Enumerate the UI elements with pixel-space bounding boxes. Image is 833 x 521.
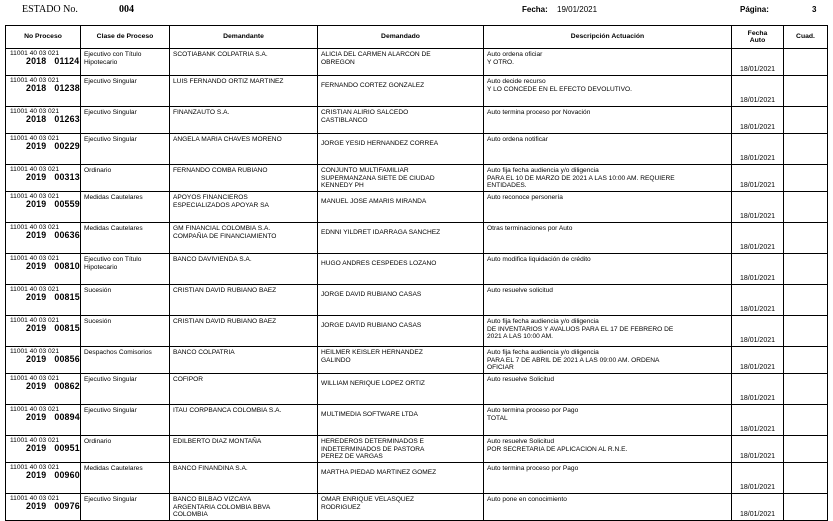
descripcion-cell	[484, 165, 732, 192]
proceso-year: 2018	[26, 56, 47, 66]
demandante-cell-line: BANCO COLPATRIA	[173, 349, 235, 356]
descripcion-cell	[484, 76, 732, 107]
cuad-cell	[784, 107, 828, 134]
demandado-cell	[318, 49, 484, 76]
clase-proceso-cell-line: Ejecutivo Singular	[84, 136, 137, 143]
descripcion-cell	[484, 374, 732, 405]
demandado-cell-line: RODRIGUEZ	[321, 503, 361, 511]
table-row	[6, 285, 828, 316]
proceso-year-number	[10, 355, 78, 364]
demandado-cell	[318, 192, 484, 223]
table-row	[6, 316, 828, 347]
col-fecha-auto-header: Fecha Auto	[732, 26, 784, 49]
demandado-cell	[318, 165, 484, 192]
demandante-cell-line: CRISTIAN DAVID RUBIANO BAEZ	[173, 287, 277, 294]
demandado-cell-line: OBREGON	[321, 58, 355, 66]
clase-proceso-cell-line: Medidas Cautelares	[84, 225, 143, 232]
col-cuad-header: Cuad.	[784, 26, 828, 49]
demandado-cell-line: JORGE DAVID RUBIANO CASAS	[321, 291, 422, 298]
cuad-cell	[784, 463, 828, 494]
clase-proceso-cell	[81, 134, 170, 165]
table-row	[6, 436, 828, 463]
demandado-cell-line: PEREZ DE VARGAS	[321, 453, 383, 460]
demandante-cell	[170, 107, 318, 134]
document-header	[0, 0, 833, 22]
cuad-cell	[784, 254, 828, 285]
proceso-number-cell	[6, 494, 81, 521]
demandado-cell-line: MULTIMEDIA SOFTWARE LTDA	[321, 411, 418, 418]
demandado-cell-line: HEILMER KEISLER HERNANDEZ	[321, 349, 423, 356]
demandante-cell-line: FERNANDO COMBA RUBIANO	[173, 167, 268, 174]
proceso-number-cell	[6, 76, 81, 107]
clase-proceso-cell	[81, 254, 170, 285]
proceso-number-cell	[6, 165, 81, 192]
descripcion-cell-line: Auto resuelve solicitud	[487, 287, 553, 294]
fecha-auto-cell: 18/01/2021	[732, 192, 784, 223]
descripcion-cell-line: Auto pone en conocimiento	[487, 496, 567, 503]
proceso-code: 11001 40 03 021	[10, 495, 60, 502]
proceso-num: 00810	[54, 261, 80, 271]
clase-proceso-cell-line: Ejecutivo Singular	[84, 109, 137, 116]
clase-proceso-cell	[81, 107, 170, 134]
fecha-value: 19/01/2021	[557, 5, 598, 14]
proceso-number-cell	[6, 463, 81, 494]
fecha-auto-cell: 18/01/2021	[732, 223, 784, 254]
proceso-code: 11001 40 03 021	[10, 135, 60, 142]
fecha-label: Fecha:	[522, 5, 548, 14]
cuad-cell	[784, 316, 828, 347]
estado-label: ESTADO No.	[22, 4, 78, 15]
demandado-cell-line: JORGE YESID HERNANDEZ CORREA	[321, 140, 439, 147]
col-demandado-header: Demandado	[318, 26, 484, 49]
proceso-code: 11001 40 03 021	[10, 50, 60, 57]
proceso-year: 2019	[26, 470, 47, 480]
descripcion-cell-line: Auto modifica liquidación de crédito	[487, 256, 591, 263]
descripcion-cell-line: Auto fija fecha audiencia y/o diligencia	[487, 349, 599, 356]
descripcion-cell	[484, 494, 732, 521]
fecha-auto-cell: 18/01/2021	[732, 285, 784, 316]
demandado-cell-line: WILLIAM NERIQUE LOPEZ ORTIZ	[321, 380, 425, 387]
demandado-cell	[318, 316, 484, 347]
descripcion-cell	[484, 463, 732, 494]
proceso-code: 11001 40 03 021	[10, 255, 60, 262]
demandado-cell-line: HEREDEROS DETERMINADOS E	[321, 438, 424, 445]
demandante-cell-line: LUIS FERNANDO ORTIZ MARTINEZ	[173, 78, 284, 85]
cuad-cell	[784, 134, 828, 165]
descripcion-cell	[484, 223, 732, 254]
descripcion-cell-line: Auto termina proceso por Pago	[487, 465, 579, 472]
clase-proceso-cell	[81, 316, 170, 347]
cuad-cell	[784, 223, 828, 254]
demandante-cell-line: APOYOS FINANCIEROS	[173, 194, 248, 201]
cuad-cell	[784, 436, 828, 463]
fecha-auto-cell: 18/01/2021	[732, 463, 784, 494]
proceso-year-number	[10, 200, 78, 209]
proceso-num: 00862	[54, 381, 80, 391]
fecha-auto-cell: 18/01/2021	[732, 134, 784, 165]
proceso-number-cell	[6, 347, 81, 374]
demandado-cell-line: EDNNI YILDRET IDARRAGA SANCHEZ	[321, 229, 441, 236]
demandado-cell-line: KENNEDY PH	[321, 182, 364, 189]
proceso-year: 2019	[26, 172, 47, 182]
descripcion-cell-line: Auto fija fecha audiencia y/o diligencia	[487, 167, 599, 174]
demandante-cell	[170, 192, 318, 223]
descripcion-cell-line: 2021 A LAS 10:00 AM.	[487, 333, 553, 340]
descripcion-cell	[484, 347, 732, 374]
proceso-num: 00815	[54, 323, 80, 333]
fecha-auto-cell: 18/01/2021	[732, 494, 784, 521]
proceso-year: 2019	[26, 292, 47, 302]
proceso-number-cell	[6, 107, 81, 134]
descripcion-cell	[484, 49, 732, 76]
proceso-code: 11001 40 03 021	[10, 77, 60, 84]
table-row	[6, 405, 828, 436]
proceso-number-cell	[6, 436, 81, 463]
proceso-year: 2018	[26, 114, 47, 124]
demandante-cell-line: ITAU CORPBANCA COLOMBIA S.A.	[173, 407, 282, 414]
proceso-code: 11001 40 03 021	[10, 166, 60, 173]
proceso-year-number	[10, 115, 78, 124]
proceso-number-cell	[6, 134, 81, 165]
proceso-code: 11001 40 03 021	[10, 286, 60, 293]
demandante-cell	[170, 374, 318, 405]
descripcion-cell-line: TOTAL	[487, 414, 508, 422]
proceso-num: 01238	[54, 83, 80, 93]
table-row	[6, 374, 828, 405]
proceso-num: 00313	[54, 172, 80, 182]
clase-proceso-cell-line: Sucesión	[84, 287, 112, 294]
proceso-num: 00636	[54, 230, 80, 240]
proceso-year-number	[10, 382, 78, 391]
proceso-code: 11001 40 03 021	[10, 406, 60, 413]
proceso-year: 2019	[26, 261, 47, 271]
clase-proceso-cell-line: Sucesión	[84, 318, 112, 325]
demandado-cell-line: OMAR ENRIQUE VELASQUEZ	[321, 496, 415, 503]
demandante-cell-line: ARGENTARIA COLOMBIA BBVA	[173, 503, 271, 511]
fecha-auto-cell: 18/01/2021	[732, 316, 784, 347]
demandado-cell	[318, 285, 484, 316]
clase-proceso-cell-line: Ejecutivo con Título	[84, 51, 142, 58]
proceso-num: 01124	[54, 56, 80, 66]
clase-proceso-cell-line: Ordinario	[84, 167, 112, 174]
proceso-year: 2019	[26, 443, 47, 453]
fecha-auto-cell: 18/01/2021	[732, 254, 784, 285]
proceso-year: 2019	[26, 501, 47, 511]
proceso-year: 2019	[26, 199, 47, 209]
demandante-cell-line: ESPECIALIZADOS APOYAR SA	[173, 201, 269, 209]
proceso-num: 00229	[54, 141, 80, 151]
clase-proceso-cell-line: Despachos Comisorios	[84, 349, 152, 356]
descripcion-cell	[484, 254, 732, 285]
clase-proceso-cell-line: Ejecutivo Singular	[84, 407, 137, 414]
descripcion-cell-line: Auto ordena notificar	[487, 136, 548, 143]
proceso-number-cell	[6, 405, 81, 436]
fecha-auto-cell: 18/01/2021	[732, 76, 784, 107]
demandante-cell-line: COFIPOR	[173, 376, 204, 383]
proceso-num: 00951	[54, 443, 80, 453]
demandante-cell	[170, 316, 318, 347]
proceso-number-cell	[6, 374, 81, 405]
demandado-cell-line: ALICIA DEL CARMEN ALARCON DE	[321, 51, 431, 58]
descripcion-cell-line: PARA EL 7 DE ABRIL DE 2021 A LAS 09:00 AM. ORDENA	[487, 356, 660, 364]
clase-proceso-cell	[81, 463, 170, 494]
clase-proceso-cell	[81, 347, 170, 374]
demandante-cell-line: FINANZAUTO S.A.	[173, 109, 230, 116]
demandado-cell	[318, 223, 484, 254]
descripcion-cell	[484, 192, 732, 223]
clase-proceso-cell	[81, 405, 170, 436]
demandante-cell-line: EDILBERTO DIAZ MONTAÑA	[173, 438, 262, 445]
demandante-cell-line: CRISTIAN DAVID RUBIANO BAEZ	[173, 318, 277, 325]
cuad-cell	[784, 285, 828, 316]
proceso-num: 01263	[54, 114, 80, 124]
demandante-cell	[170, 463, 318, 494]
fecha-auto-cell: 18/01/2021	[732, 347, 784, 374]
demandado-cell-line: CASTIBLANCO	[321, 116, 368, 124]
cuad-cell	[784, 347, 828, 374]
col-no-proceso-header: No Proceso	[6, 26, 81, 49]
cuad-cell	[784, 49, 828, 76]
descripcion-cell	[484, 134, 732, 165]
proceso-number-cell	[6, 192, 81, 223]
table-header-row	[6, 26, 828, 49]
demandante-cell-line: SCOTIABANK COLPATRIA S.A.	[173, 51, 268, 58]
proceso-year-number	[10, 231, 78, 240]
proceso-code: 11001 40 03 021	[10, 437, 60, 444]
descripcion-cell-line: Y LO CONCEDE EN EL EFECTO DEVOLUTIVO.	[487, 85, 632, 93]
demandado-cell	[318, 436, 484, 463]
descripcion-cell-line: Auto resuelve Solicitud	[487, 438, 555, 445]
demandante-cell	[170, 49, 318, 76]
estado-table	[5, 25, 828, 521]
clase-proceso-cell-line: Hipotecario	[84, 58, 118, 66]
clase-proceso-cell-line: Hipotecario	[84, 263, 118, 271]
col-demandante-header: Demandante	[170, 26, 318, 49]
demandado-cell-line: FERNANDO CORTEZ GONZALEZ	[321, 82, 425, 89]
fecha-auto-cell: 18/01/2021	[732, 436, 784, 463]
cuad-cell	[784, 165, 828, 192]
cuad-cell	[784, 494, 828, 521]
demandante-cell	[170, 76, 318, 107]
demandante-cell	[170, 254, 318, 285]
pagina-value: 3	[812, 5, 817, 14]
demandado-cell	[318, 76, 484, 107]
demandante-cell	[170, 223, 318, 254]
clase-proceso-cell-line: Medidas Cautelares	[84, 465, 143, 472]
proceso-year: 2019	[26, 230, 47, 240]
fecha-auto-cell: 18/01/2021	[732, 49, 784, 76]
proceso-year: 2019	[26, 323, 47, 333]
clase-proceso-cell	[81, 436, 170, 463]
table-row	[6, 463, 828, 494]
fecha-auto-cell: 18/01/2021	[732, 374, 784, 405]
demandado-cell	[318, 463, 484, 494]
descripcion-cell-line: DE INVENTARIOS Y AVALUOS PARA EL 17 DE FEBRERO DE	[487, 325, 674, 333]
table-row	[6, 134, 828, 165]
descripcion-cell-line: Auto ordena oficiar	[487, 51, 543, 58]
demandante-cell	[170, 405, 318, 436]
descripcion-cell	[484, 285, 732, 316]
fecha-auto-cell: 18/01/2021	[732, 107, 784, 134]
descripcion-cell-line: Auto termina proceso por Pago	[487, 407, 579, 414]
descripcion-cell-line: POR SECRETARIA DE APLICACION AL R.N.E.	[487, 445, 628, 453]
demandante-cell-line: COLOMBIA	[173, 511, 208, 518]
table-body	[6, 49, 828, 521]
proceso-year: 2018	[26, 83, 47, 93]
clase-proceso-cell	[81, 374, 170, 405]
clase-proceso-cell-line: Ejecutivo Singular	[84, 376, 137, 383]
proceso-number-cell	[6, 285, 81, 316]
descripcion-cell-line: Auto fija fecha audiencia y/o diligencia	[487, 318, 599, 325]
col-descripcion-header: Descripción Actuación	[484, 26, 732, 49]
demandado-cell	[318, 134, 484, 165]
descripcion-cell	[484, 107, 732, 134]
demandante-cell	[170, 436, 318, 463]
descripcion-cell-line: Otras terminaciones por Auto	[487, 225, 573, 232]
clase-proceso-cell-line: Ejecutivo Singular	[84, 496, 137, 503]
demandado-cell-line: GALINDO	[321, 356, 351, 364]
col-clase-header: Clase de Proceso	[81, 26, 170, 49]
demandante-cell-line: GM FINANCIAL COLOMBIA S.A.	[173, 225, 271, 232]
proceso-year-number	[10, 324, 78, 333]
descripcion-cell-line: Auto reconoce personería	[487, 194, 563, 201]
table-row	[6, 76, 828, 107]
descripcion-cell-line: Y OTRO.	[487, 58, 514, 66]
clase-proceso-cell	[81, 49, 170, 76]
proceso-year-number	[10, 84, 78, 93]
proceso-number-cell	[6, 316, 81, 347]
proceso-year-number	[10, 293, 78, 302]
proceso-year-number	[10, 262, 78, 271]
proceso-number-cell	[6, 254, 81, 285]
proceso-number-cell	[6, 223, 81, 254]
fecha-auto-cell: 18/01/2021	[732, 165, 784, 192]
proceso-num: 00960	[54, 470, 80, 480]
descripcion-cell-line: ENTIDADES.	[487, 182, 527, 189]
demandado-cell	[318, 374, 484, 405]
proceso-year-number	[10, 57, 78, 66]
descripcion-cell-line: Auto decide recurso	[487, 78, 546, 85]
descripcion-cell-line: Auto termina proceso por Novación	[487, 109, 591, 116]
demandante-cell-line: COMPAÑIA DE FINANCIAMIENTO	[173, 232, 277, 240]
demandado-cell-line: CONJUNTO MULTIFAMILIAR	[321, 167, 409, 174]
pagina-label: Página:	[740, 5, 769, 14]
table-row	[6, 107, 828, 134]
demandado-cell-line: MARTHA PIEDAD MARTINEZ GOMEZ	[321, 469, 437, 476]
descripcion-cell	[484, 316, 732, 347]
proceso-year-number	[10, 471, 78, 480]
proceso-num: 00856	[54, 354, 80, 364]
proceso-code: 11001 40 03 021	[10, 193, 60, 200]
demandado-cell-line: JORGE DAVID RUBIANO CASAS	[321, 322, 422, 329]
proceso-code: 11001 40 03 021	[10, 224, 60, 231]
demandante-cell	[170, 165, 318, 192]
proceso-year-number	[10, 444, 78, 453]
clase-proceso-cell-line: Medidas Cautelares	[84, 194, 143, 201]
proceso-year: 2019	[26, 412, 47, 422]
descripcion-cell-line: Auto resuelve Solicitud	[487, 376, 555, 383]
table-row	[6, 494, 828, 521]
cuad-cell	[784, 76, 828, 107]
proceso-code: 11001 40 03 021	[10, 375, 60, 382]
demandado-cell	[318, 494, 484, 521]
demandado-cell-line: CRISTIAN ALIRIO SALCEDO	[321, 109, 409, 116]
clase-proceso-cell-line: Ejecutivo Singular	[84, 78, 137, 85]
proceso-year: 2019	[26, 141, 47, 151]
proceso-num: 00976	[54, 501, 80, 511]
demandante-cell	[170, 347, 318, 374]
proceso-num: 00894	[54, 412, 80, 422]
demandado-cell-line: HUGO ANDRES CESPEDES LOZANO	[321, 260, 437, 267]
table-row	[6, 49, 828, 76]
clase-proceso-cell-line: Ejecutivo con Título	[84, 256, 142, 263]
cuad-cell	[784, 192, 828, 223]
proceso-number-cell	[6, 49, 81, 76]
demandante-cell	[170, 285, 318, 316]
table-row	[6, 165, 828, 192]
table-row	[6, 223, 828, 254]
proceso-code: 11001 40 03 021	[10, 317, 60, 324]
proceso-year: 2019	[26, 381, 47, 391]
clase-proceso-cell	[81, 223, 170, 254]
proceso-code: 11001 40 03 021	[10, 348, 60, 355]
demandado-cell	[318, 107, 484, 134]
proceso-num: 00559	[54, 199, 80, 209]
descripcion-cell	[484, 436, 732, 463]
demandado-cell	[318, 254, 484, 285]
proceso-year: 2019	[26, 354, 47, 364]
demandante-cell-line: BANCO FINANDINA S.A.	[173, 465, 248, 472]
demandante-cell-line: BANCO BILBAO VIZCAYA	[173, 496, 252, 503]
clase-proceso-cell	[81, 76, 170, 107]
demandado-cell-line: MANUEL JOSE AMARIS MIRANDA	[321, 198, 427, 205]
demandado-cell	[318, 347, 484, 374]
estado-value: 004	[119, 4, 134, 15]
demandado-cell-line: SUPERMANZANA SIETE DE CIUDAD	[321, 174, 435, 182]
demandante-cell	[170, 494, 318, 521]
descripcion-cell-line: PARA EL 10 DE MARZO DE 2021 A LAS 10:00 AM. REQUIERE	[487, 174, 675, 182]
clase-proceso-cell-line: Ordinario	[84, 438, 112, 445]
clase-proceso-cell	[81, 494, 170, 521]
proceso-num: 00815	[54, 292, 80, 302]
proceso-year-number	[10, 173, 78, 182]
proceso-year-number	[10, 502, 78, 511]
clase-proceso-cell	[81, 165, 170, 192]
demandado-cell	[318, 405, 484, 436]
descripcion-cell	[484, 405, 732, 436]
proceso-code: 11001 40 03 021	[10, 108, 60, 115]
table-row	[6, 347, 828, 374]
table-row	[6, 254, 828, 285]
proceso-code: 11001 40 03 021	[10, 464, 60, 471]
demandante-cell-line: ANGELA MARIA CHAVES MORENO	[173, 136, 282, 143]
demandante-cell	[170, 134, 318, 165]
table-row	[6, 192, 828, 223]
cuad-cell	[784, 374, 828, 405]
proceso-year-number	[10, 413, 78, 422]
descripcion-cell-line: OFICIAR	[487, 364, 514, 371]
fecha-auto-cell: 18/01/2021	[732, 405, 784, 436]
demandado-cell-line: INDETERMINADOS DE PASTORA	[321, 445, 425, 453]
demandante-cell-line: BANCO DAVIVIENDA S.A.	[173, 256, 252, 263]
proceso-year-number	[10, 142, 78, 151]
clase-proceso-cell	[81, 192, 170, 223]
cuad-cell	[784, 405, 828, 436]
clase-proceso-cell	[81, 285, 170, 316]
